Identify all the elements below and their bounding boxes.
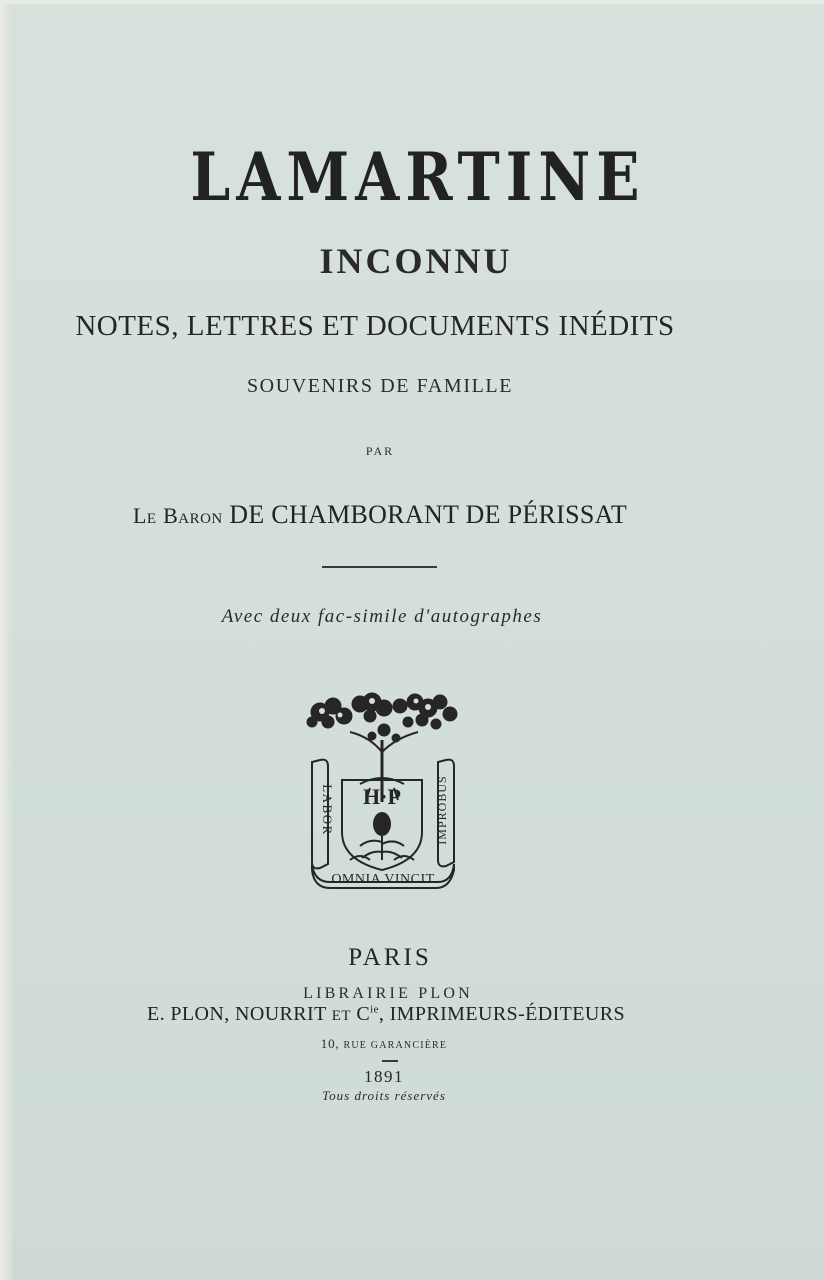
year-rule — [382, 1060, 398, 1062]
scroll-bottom-text: OMNIA VINCIT — [331, 872, 435, 887]
imprint-city: PARIS — [348, 944, 432, 971]
scroll-left-text: LABOR — [320, 784, 335, 836]
author-line — [0, 500, 792, 530]
book-subdescription: SOUVENIRS DE FAMILLE — [246, 375, 514, 397]
publisher-et: ET — [331, 1008, 351, 1024]
author-name: DE CHAMBORANT DE PÉRISSAT — [229, 500, 628, 529]
imprint-year: 1891 — [364, 1067, 404, 1086]
by-label: PAR — [365, 444, 395, 458]
book-description: NOTES, LETTRES ET DOCUMENTS INÉDITS — [75, 310, 675, 342]
divider-rule — [322, 566, 437, 568]
monogram-text: H·P — [363, 784, 401, 809]
rights-notice: Tous droits réservés — [322, 1088, 446, 1103]
book-title: LAMARTINE — [190, 138, 646, 216]
author-prefix-baron: Baron — [163, 503, 223, 528]
page-top-edge — [0, 0, 824, 4]
publisher-main: E. PLON, NOURRIT — [146, 1003, 327, 1025]
imprint-house: LIBRAIRIE PLON — [303, 985, 473, 1002]
publisher-c: C — [356, 1003, 371, 1025]
author-prefix-le: Le — [132, 503, 157, 528]
publisher-rest: , IMPRIMEURS-ÉDITEURS — [378, 1003, 626, 1025]
printer-device-emblem-icon — [300, 692, 465, 890]
imprint-street — [0, 1036, 796, 1052]
facsimile-note: Avec deux fac-simile d'autographes — [221, 606, 543, 627]
book-subtitle: INCONNU — [319, 241, 513, 281]
scroll-right-text: IMPROBUS — [435, 775, 449, 845]
street-name: RUE GARANCIÈRE — [343, 1040, 448, 1051]
imprint-publisher — [0, 1003, 798, 1026]
street-number: 10, — [320, 1036, 340, 1051]
publisher-ie: ie — [370, 1003, 379, 1016]
